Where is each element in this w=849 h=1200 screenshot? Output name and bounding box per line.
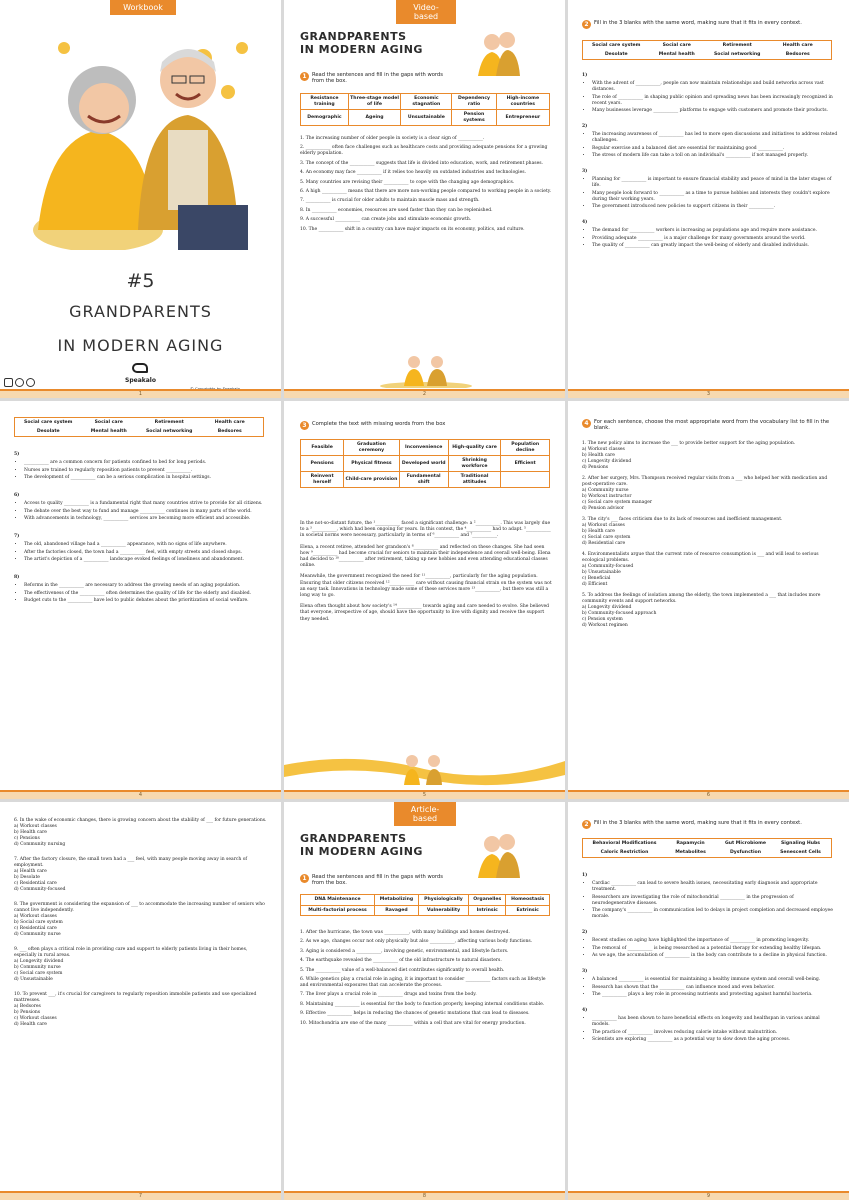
- story-paragraph: Meanwhile, the government recognized the need for ¹¹___________, particularly for the aging population. Ensuring that older citizens received ¹²___________ care without causing financial strain on the system was not an easy task. Innovations in technology made some of these services more ¹³___________, but there was still a long way to go.: [300, 574, 552, 599]
- vocab-word: Social networking: [146, 429, 193, 434]
- page-video-exercise-2-cont: [0, 401, 281, 799]
- question-block: [14, 534, 270, 563]
- vocab-word: Social care system: [592, 43, 641, 48]
- sentence: 10. The ___________ shift in a country can have major impacts on its economy, politics, and culture.: [300, 226, 525, 232]
- vocab-word: [501, 472, 550, 488]
- vocab-word: Shrinking workforce: [448, 456, 501, 472]
- vocab-word: Resistance training: [301, 94, 349, 110]
- vocab-word: Unsustainable: [401, 110, 452, 126]
- block-item: • The company's ___________ in communication led to delays in project completion and decreased employee morale.: [592, 908, 838, 920]
- exercise-number-badge: 2: [582, 20, 591, 29]
- telegram-icon: [26, 378, 35, 387]
- sentence: 9. Effective ___________ helps in reducing the chances of genetic mutations that can lead to diseases.: [300, 1011, 530, 1017]
- multiple-choice-list: [582, 441, 838, 634]
- vocab-word: Dysfunction: [729, 850, 761, 855]
- multiple-choice-question: [582, 593, 838, 629]
- social-icons: [4, 378, 35, 387]
- question-block: [582, 124, 838, 159]
- answer-option: b) Community nurse: [14, 965, 61, 970]
- block-item: • Many businesses leverage ___________ platforms to engage with customers and promote their products.: [592, 108, 838, 114]
- vocabulary-box: [582, 40, 832, 60]
- question-block: [582, 169, 838, 210]
- answer-option: b) Pensions: [14, 1010, 41, 1015]
- answer-option: a) Workout classes: [14, 824, 57, 829]
- question-block: [582, 930, 838, 959]
- answer-option: a) Bedsores: [14, 1004, 41, 1009]
- cover-title-line2: IN MODERN AGING: [57, 336, 224, 355]
- answer-option: a) Workout classes: [14, 914, 57, 919]
- vocab-word: Social care: [662, 43, 691, 48]
- block-item: • The development of ___________ can be a serious complication in hospital settings.: [24, 475, 270, 481]
- question-text: 3. The city's ___ faces criticism due to its lack of resources and inefficient management.: [582, 517, 783, 522]
- answer-option: a) Longevity dividend: [582, 605, 632, 610]
- vocab-word: Physical fitness: [344, 456, 400, 472]
- block-item: • The government introduced new policies to support citizens in their ___________.: [592, 204, 838, 210]
- block-item: • Nurses are trained to regularly reposition patients to prevent ___________.: [24, 468, 270, 474]
- workbook-tab: Workbook: [110, 0, 176, 15]
- vocab-word: Desolate: [604, 52, 628, 57]
- vocab-word: Homeostasis: [506, 895, 550, 906]
- exercise-instructions: Fill in the 3 blanks with the same word, making sure that it fits in every context.: [594, 820, 802, 826]
- exercise-instructions: For each sentence, choose the most appropriate word from the vocabulary list to fill in the blank.: [594, 419, 830, 432]
- fill-blank-blocks: [582, 70, 838, 251]
- question-block: [582, 220, 838, 249]
- page-number: 6: [568, 792, 849, 799]
- vocab-word: Pensions: [301, 456, 344, 472]
- sentence: 1. The increasing number of older people in society is a clear sign of ___________.: [300, 136, 485, 141]
- block-item: • The artist's depiction of a ___________ landscape evoked feelings of loneliness and abandonment.: [24, 557, 270, 563]
- block-item: • Recent studies on aging have highlighted the importance of ___________ in promoting longevity.: [592, 938, 838, 944]
- answer-option: b) Community-focused approach: [582, 611, 657, 616]
- block-item: • The demand for ___________ workers is increasing as populations age and require more assistance.: [592, 228, 838, 234]
- vocab-word: Physiologically: [418, 895, 468, 906]
- question-text: 2. After her surgery, Mrs. Thompson received regular visits from a ___ who helped her with medication and post-operative care.: [582, 476, 828, 487]
- vocab-word: Graduation ceremony: [344, 440, 400, 456]
- answer-option: c) Beneficial: [582, 576, 611, 581]
- exercise-number-badge: 2: [582, 820, 591, 829]
- block-item: • ___________ are a common concern for patients confined to bed for long periods.: [24, 460, 270, 466]
- article-based-tab: Article-based: [394, 802, 456, 826]
- block-item: • Scientists are exploring ___________ as a potential way to slow down the aging process.: [592, 1037, 838, 1043]
- vocab-word: Efficient: [501, 456, 550, 472]
- answer-option: c) Social care system: [582, 535, 631, 540]
- answer-option: d) Pension advisor: [582, 506, 624, 511]
- multiple-choice-list: [14, 818, 270, 1033]
- vocab-word: Ageing: [348, 110, 400, 126]
- block-item: • Researchers are investigating the role of mitochondrial ___________ in the progression of neurodegenerative diseases.: [592, 895, 838, 907]
- vocab-word: Metabolizing: [375, 895, 419, 906]
- vocab-word: Developed world: [399, 456, 448, 472]
- vocab-word: Mental health: [658, 52, 695, 57]
- vocabulary-table: [300, 894, 550, 916]
- vocab-word: Desolate: [36, 429, 60, 434]
- question-block: [582, 73, 838, 114]
- exercise-number-badge: 4: [582, 419, 591, 428]
- vocab-word: Mental health: [90, 429, 127, 434]
- page-video-exercise-1: [284, 0, 565, 398]
- ribbon-illustration: [284, 741, 565, 789]
- answer-option: b) Social care system: [14, 920, 63, 925]
- answer-option: b) Health care: [14, 830, 47, 835]
- page-number: 9: [568, 1193, 849, 1200]
- answer-option: b) Health care: [582, 529, 615, 534]
- block-item: • The old, abandoned village had a ___________ appearance, with no signs of life anywhere.: [24, 542, 270, 548]
- block-label: 1): [582, 873, 588, 878]
- page-cover: [0, 0, 281, 398]
- speakalo-logo-text: Speakalo: [125, 377, 156, 384]
- answer-option: c) Pensions: [14, 836, 40, 841]
- page-video-exercise-4: [568, 401, 849, 799]
- multiple-choice-question: [14, 902, 270, 938]
- block-item: • The practice of ___________ involves reducing calorie intake without malnutrition.: [592, 1030, 838, 1036]
- sentence: 7. The liver plays a crucial role in ___________ drugs and toxins from the body.: [300, 992, 477, 998]
- block-item: • The stress of modern life can take a toll on an individual's ___________ if not managed properly.: [592, 153, 838, 159]
- page-title-line2: IN MODERN AGING: [300, 845, 423, 858]
- multiple-choice-question: [582, 441, 838, 471]
- vocab-word: Demographic: [301, 110, 349, 126]
- block-label: 6): [14, 493, 20, 498]
- speakalo-logo-icon: [132, 363, 148, 373]
- vocab-word: Caloric Restriction: [600, 850, 649, 855]
- sentence: 2. ___________ often face challenges such as healthcare costs and providing adequate pensions for a growing elderly population.: [300, 145, 548, 157]
- vocab-word: Feasible: [301, 440, 344, 456]
- vocab-word: Rapamycin: [676, 841, 705, 846]
- page-number: 2: [284, 391, 565, 398]
- exercise-instructions: Read the sentences and fill in the gaps with words from the box.: [312, 874, 443, 887]
- block-label: 2): [582, 930, 588, 935]
- vocab-word: Senescent Cells: [780, 850, 821, 855]
- sentence: 9. A successful ___________ can create jobs and stimulate economic growth.: [300, 217, 472, 223]
- answer-option: c) Pension system: [582, 617, 623, 622]
- page-number: 5: [284, 792, 565, 799]
- vocab-word: Bedsores: [785, 52, 810, 57]
- block-item: • With advancements in technology, ___________ services are becoming more efficient and accessible.: [24, 516, 270, 522]
- answer-option: d) Unsustainable: [14, 977, 53, 982]
- page-title-line2: IN MODERN AGING: [300, 43, 423, 56]
- sentence-list: [300, 136, 552, 236]
- vocab-word: Social care: [94, 420, 123, 425]
- exercise-number-badge: 1: [300, 72, 309, 81]
- vocab-word: Entrepreneur: [496, 110, 549, 126]
- multiple-choice-question: [14, 947, 270, 983]
- vocab-word: Population decline: [501, 440, 550, 456]
- page-article-exercise-2: [568, 802, 849, 1200]
- block-item: • The debate over the best way to fund and manage ___________ continues in many parts of the world.: [24, 509, 270, 515]
- block-item: • A balanced ___________ is essential for maintaining a healthy immune system and overall well-being.: [592, 977, 838, 983]
- block-item: • The removal of ___________ is being researched as a potential therapy for extending healthy lifespan.: [592, 946, 838, 952]
- block-label: 1): [582, 73, 588, 78]
- video-based-tab: Video-based: [396, 0, 456, 24]
- page-article-exercise-1: [284, 802, 565, 1200]
- fill-blank-blocks: [14, 449, 270, 606]
- vocabulary-box: [14, 417, 264, 437]
- page-number: 3: [568, 391, 849, 398]
- answer-option: d) Community-focused: [14, 887, 66, 892]
- answer-option: d) Pensions: [582, 465, 609, 470]
- block-item: • The quality of ___________ can greatly impact the well-being of elderly and disabled individuals.: [592, 243, 838, 249]
- story-paragraph: Elena, a recent retiree, attended her grandson's ⁸___________ and reflected on these changes. She had seen how ⁹___________ had become crucial for seniors to maintain their independence and overall well-being. Elena had decided to ¹⁰___________ after retirement, taking up new hobbies and even attending educational classes online.: [300, 544, 551, 569]
- vocab-word: High-quality care: [448, 440, 501, 456]
- answer-option: a) Community-focused: [582, 564, 634, 569]
- block-label: 4): [582, 220, 588, 225]
- vocab-word: Traditional attitudes: [448, 472, 501, 488]
- sentence: 3. The concept of the ___________ suggests that life is divided into education, work, and retirement phases.: [300, 160, 543, 166]
- question-block: [582, 1008, 838, 1043]
- block-item: • Many people look forward to ___________ as a time to pursue hobbies and interests they couldn't explore during their working years.: [592, 191, 838, 203]
- block-item: • Planning for ___________ is important to ensure financial stability and peace of mind in the later stages of life.: [592, 177, 838, 189]
- question-text: 5. To address the feelings of isolation among the elderly, the town implemented a ___ that includes more community events and support networks.: [582, 593, 821, 604]
- answer-option: c) Residential care: [14, 926, 57, 931]
- block-item: • Providing adequate ___________ is a major challenge for many governments around the world.: [592, 236, 838, 242]
- answer-option: a) Workout classes: [582, 447, 625, 452]
- vocab-word: Social networking: [714, 52, 761, 57]
- sentence-list: [300, 930, 552, 1030]
- multiple-choice-question: [582, 552, 838, 588]
- page-title-line1: GRANDPARENTS: [300, 832, 407, 845]
- multiple-choice-question: [582, 476, 838, 512]
- page-number: 1: [0, 391, 281, 398]
- answer-option: c) Social care system: [14, 971, 63, 976]
- vocab-word: Social care system: [24, 420, 73, 425]
- question-text: 1. The new policy aims to increase the ___ to provide better support for the aging population.: [582, 441, 796, 446]
- block-item: • The ___________ plays a key role in processing nutrients and protecting against harmful bacteria.: [592, 992, 838, 998]
- block-label: 2): [582, 124, 588, 129]
- answer-option: d) Workout regimen: [582, 623, 628, 628]
- story-paragraph: In the not-so-distant future, the ¹___________ faced a significant challenge: a ²___________. This was largely due to a ³___________, which had been ongoing for years. In this context, the ⁴___________ had to adapt. ⁵___________ in societal norms were necessary, particularly in terms of ⁶___________ and ⁷___________.: [300, 521, 551, 539]
- vocab-word: Metabolites: [675, 850, 706, 855]
- answer-option: d) Community nursing: [14, 842, 66, 847]
- block-item: • The effectiveness of the ___________ often determines the quality of life for the elderly and disabled.: [24, 591, 270, 597]
- page-number: 7: [0, 1193, 281, 1200]
- exercise-number-badge: 1: [300, 874, 309, 883]
- vocab-word: Behavioral Modifications: [592, 841, 657, 846]
- vocab-word: Health care: [782, 43, 813, 48]
- answer-option: b) Desolate: [14, 875, 40, 880]
- block-item: • The increasing awareness of ___________ has led to more open discussions and initiatives to address related challenges.: [592, 132, 838, 144]
- block-item: • The role of ___________ in shaping public opinion and spreading news has been increasingly recognized in recent years.: [592, 95, 838, 107]
- fill-blank-blocks: [582, 870, 838, 1045]
- vocab-word: Pension systems: [452, 110, 496, 126]
- vocab-word: Inconvenience: [399, 440, 448, 456]
- page-number: 4: [0, 792, 281, 799]
- block-label: 3): [582, 969, 588, 974]
- question-text: 7. After the factory closure, the small town had a ___ feel, with many people moving away in search of employment.: [14, 857, 248, 868]
- vocab-word: Bedsores: [217, 429, 242, 434]
- block-label: 5): [14, 452, 20, 457]
- sentence: 2. As we age, changes occur not only physically but also ___________, affecting various body functions.: [300, 939, 533, 945]
- vocab-word: Gut Microbiome: [724, 841, 767, 846]
- block-item: • As we age, the accumulation of ___________ in the body can contribute to a decline in physical function.: [592, 953, 838, 959]
- page-video-exercise-3: [284, 401, 565, 799]
- block-label: 3): [582, 169, 588, 174]
- answer-option: c) Social care system manager: [582, 500, 653, 505]
- multiple-choice-question: [14, 818, 270, 848]
- vocab-word: Health care: [214, 420, 245, 425]
- answer-option: c) Residential care: [14, 881, 57, 886]
- answer-option: d) Efficient: [582, 582, 608, 587]
- exercise-instructions: Read the sentences and fill in the gaps with words from the box.: [312, 72, 443, 85]
- sentence: 7. ___________ is crucial for older adults to maintain muscle mass and strength.: [300, 198, 480, 204]
- instagram-icon: [4, 378, 13, 387]
- grandparents-bottom-illustration: [379, 352, 474, 388]
- answer-option: b) Health care: [582, 453, 615, 458]
- vocab-word: Dependency ratio: [452, 94, 496, 110]
- vocab-word: Signaling Hubs: [781, 841, 820, 846]
- answer-option: d) Residential care: [582, 541, 626, 546]
- sentence: 5. The ___________ value of a well-balanced diet contributes significantly to overall health.: [300, 967, 505, 973]
- block-label: 7): [14, 534, 20, 539]
- sentence: 5. Many countries are revising their ___________ to cope with the changing age demographics.: [300, 179, 515, 185]
- question-text: 9. ___ often plays a critical role in providing care and support to elderly patients living in their homes, especially in rural areas.: [14, 947, 248, 958]
- question-block: [14, 575, 270, 604]
- sentence: 3. Aging is considered a ___________, involving genetic, environmental, and lifestyle factors.: [300, 948, 509, 954]
- facebook-icon: [15, 378, 24, 387]
- vocab-word: Retirement: [154, 420, 184, 425]
- answer-option: c) Workout classes: [14, 1016, 57, 1021]
- block-item: • Access to quality ___________ is a fundamental right that many countries strive to provide for all citizens.: [24, 501, 270, 507]
- story-paragraph: Elena often thought about how society's ¹⁴___________ towards aging and care needed to evolve. She believed that everyone, irrespective of age, should have the opportunity to live with dignity and receive the support they needed.: [300, 604, 550, 622]
- question-block: [14, 493, 270, 522]
- vocab-word: Vulnerability: [418, 905, 468, 916]
- cover-illustration: [28, 30, 268, 250]
- answer-option: b) Unsustainable: [582, 570, 621, 575]
- answer-option: a) Workout classes: [582, 523, 625, 528]
- block-item: • With the advent of ___________, people can now maintain relationships and build networks across vast distances.: [592, 81, 838, 93]
- vocab-word: Economic stagnation: [401, 94, 452, 110]
- question-block: [582, 969, 838, 998]
- answer-option: d) Community nurse: [14, 932, 61, 937]
- vocabulary-box: [582, 838, 832, 858]
- block-item: • Regular exercise and a balanced diet are essential for maintaining good ___________.: [592, 146, 838, 152]
- block-item: • ___________ has been shown to have beneficial effects on longevity and healthspan in various animal models.: [592, 1016, 838, 1028]
- question-text: 10. To prevent ___, it's crucial for caregivers to regularly reposition immobile patients and use specialized mattresses.: [14, 992, 257, 1003]
- page-number: 8: [284, 1193, 565, 1200]
- question-text: 4. Environmentalists argue that the current rate of resource consumption is ___ and will lead to serious ecological problems.: [582, 552, 819, 563]
- vocab-word: Intrinsic: [469, 905, 506, 916]
- multiple-choice-question: [14, 857, 270, 893]
- vocab-word: DNA Maintenance: [301, 895, 375, 906]
- block-item: • Reforms in the ___________ are necessary to address the growing needs of an aging population.: [24, 583, 270, 589]
- cover-title-line1: GRANDPARENTS: [69, 302, 212, 321]
- answer-option: b) Workout instructor: [582, 494, 632, 499]
- vocab-word: Reinvent herself: [301, 472, 344, 488]
- answer-option: a) Longevity dividend: [14, 959, 64, 964]
- sentence: 6. A high ___________ means that there are more non-working people compared to working people in a society.: [300, 188, 552, 194]
- page-video-exercise-4-cont: [0, 802, 281, 1200]
- grandparents-illustration: [474, 26, 524, 76]
- vocab-word: Organelles: [469, 895, 506, 906]
- sentence: 6. While genetics play a crucial role in aging, it is important to consider ___________ factors such as lifestyle and environmental exposures that can accelerate the process.: [300, 976, 546, 988]
- vocab-word: Child-care provision: [344, 472, 400, 488]
- exercise-instructions: Fill in the 3 blanks with the same word, making sure that it fits in every context.: [594, 20, 802, 26]
- block-label: 4): [582, 1008, 588, 1013]
- sentence: 4. An economy may face ___________ if it relies too heavily on outdated industries and technologies.: [300, 170, 526, 176]
- workbook-number: #5: [126, 270, 155, 292]
- vocab-word: Ravaged: [375, 905, 419, 916]
- sentence: 4. The earthquake revealed the ___________ of the old infrastructure to natural disasters.: [300, 958, 502, 964]
- block-item: • Budget cuts to the ___________ have led to public debates about the prioritization of social welfare.: [24, 598, 270, 604]
- block-label: 8): [14, 575, 20, 580]
- grandparents-illustration: [474, 828, 524, 878]
- question-block: [582, 873, 838, 920]
- block-item: • Research has shown that the ___________ can influence mood and even behavior.: [592, 985, 838, 991]
- vocabulary-table: [300, 439, 550, 488]
- answer-option: c) Longevity dividend: [582, 459, 632, 464]
- question-block: [14, 452, 270, 481]
- page-video-exercise-2: [568, 0, 849, 398]
- page-title-line1: GRANDPARENTS: [300, 30, 407, 43]
- multiple-choice-question: [582, 517, 838, 547]
- answer-option: a) Health care: [14, 869, 47, 874]
- vocab-word: Fundamental shift: [399, 472, 448, 488]
- block-item: • Cardiac ___________ can lead to severe health issues, necessitating early diagnosis and appropriate treatment.: [592, 881, 838, 893]
- question-text: 8. The government is considering the expansion of ___ to accommodate the increasing number of seniors who cannot live independently.: [14, 902, 265, 913]
- vocabulary-table: [300, 93, 550, 126]
- vocab-word: Three-stage model of life: [348, 94, 400, 110]
- vocab-word: High-income countries: [496, 94, 549, 110]
- sentence: 10. Mitochondria are one of the many ___________ within a cell that are vital for energy production.: [300, 1020, 526, 1026]
- answer-option: a) Community nurse: [582, 488, 629, 493]
- sentence: 1. After the hurricane, the town was ___________, with many buildings and homes destroyed.: [300, 930, 510, 935]
- question-text: 6. In the wake of economic changes, there is growing concern about the stability of ___ for future generations.: [14, 818, 267, 823]
- sentence: 8. Maintaining ___________ is essential for the body to function properly, keeping internal conditions stable.: [300, 1001, 545, 1007]
- answer-option: d) Health care: [14, 1022, 47, 1027]
- exercise-number-badge: 3: [300, 421, 309, 430]
- vocab-word: Retirement: [722, 43, 752, 48]
- vocab-word: Multi-factorial process: [301, 905, 375, 916]
- exercise-instructions: Complete the text with missing words from the box: [312, 421, 446, 427]
- story-text: [300, 521, 552, 628]
- multiple-choice-question: [14, 992, 270, 1028]
- block-item: • After the factories closed, the town had a ___________ feel, with empty streets and closed shops.: [24, 550, 270, 556]
- sentence: 8. In ___________ economies, resources are used faster than they can be replenished.: [300, 207, 493, 213]
- vocab-word: Extrinsic: [506, 905, 550, 916]
